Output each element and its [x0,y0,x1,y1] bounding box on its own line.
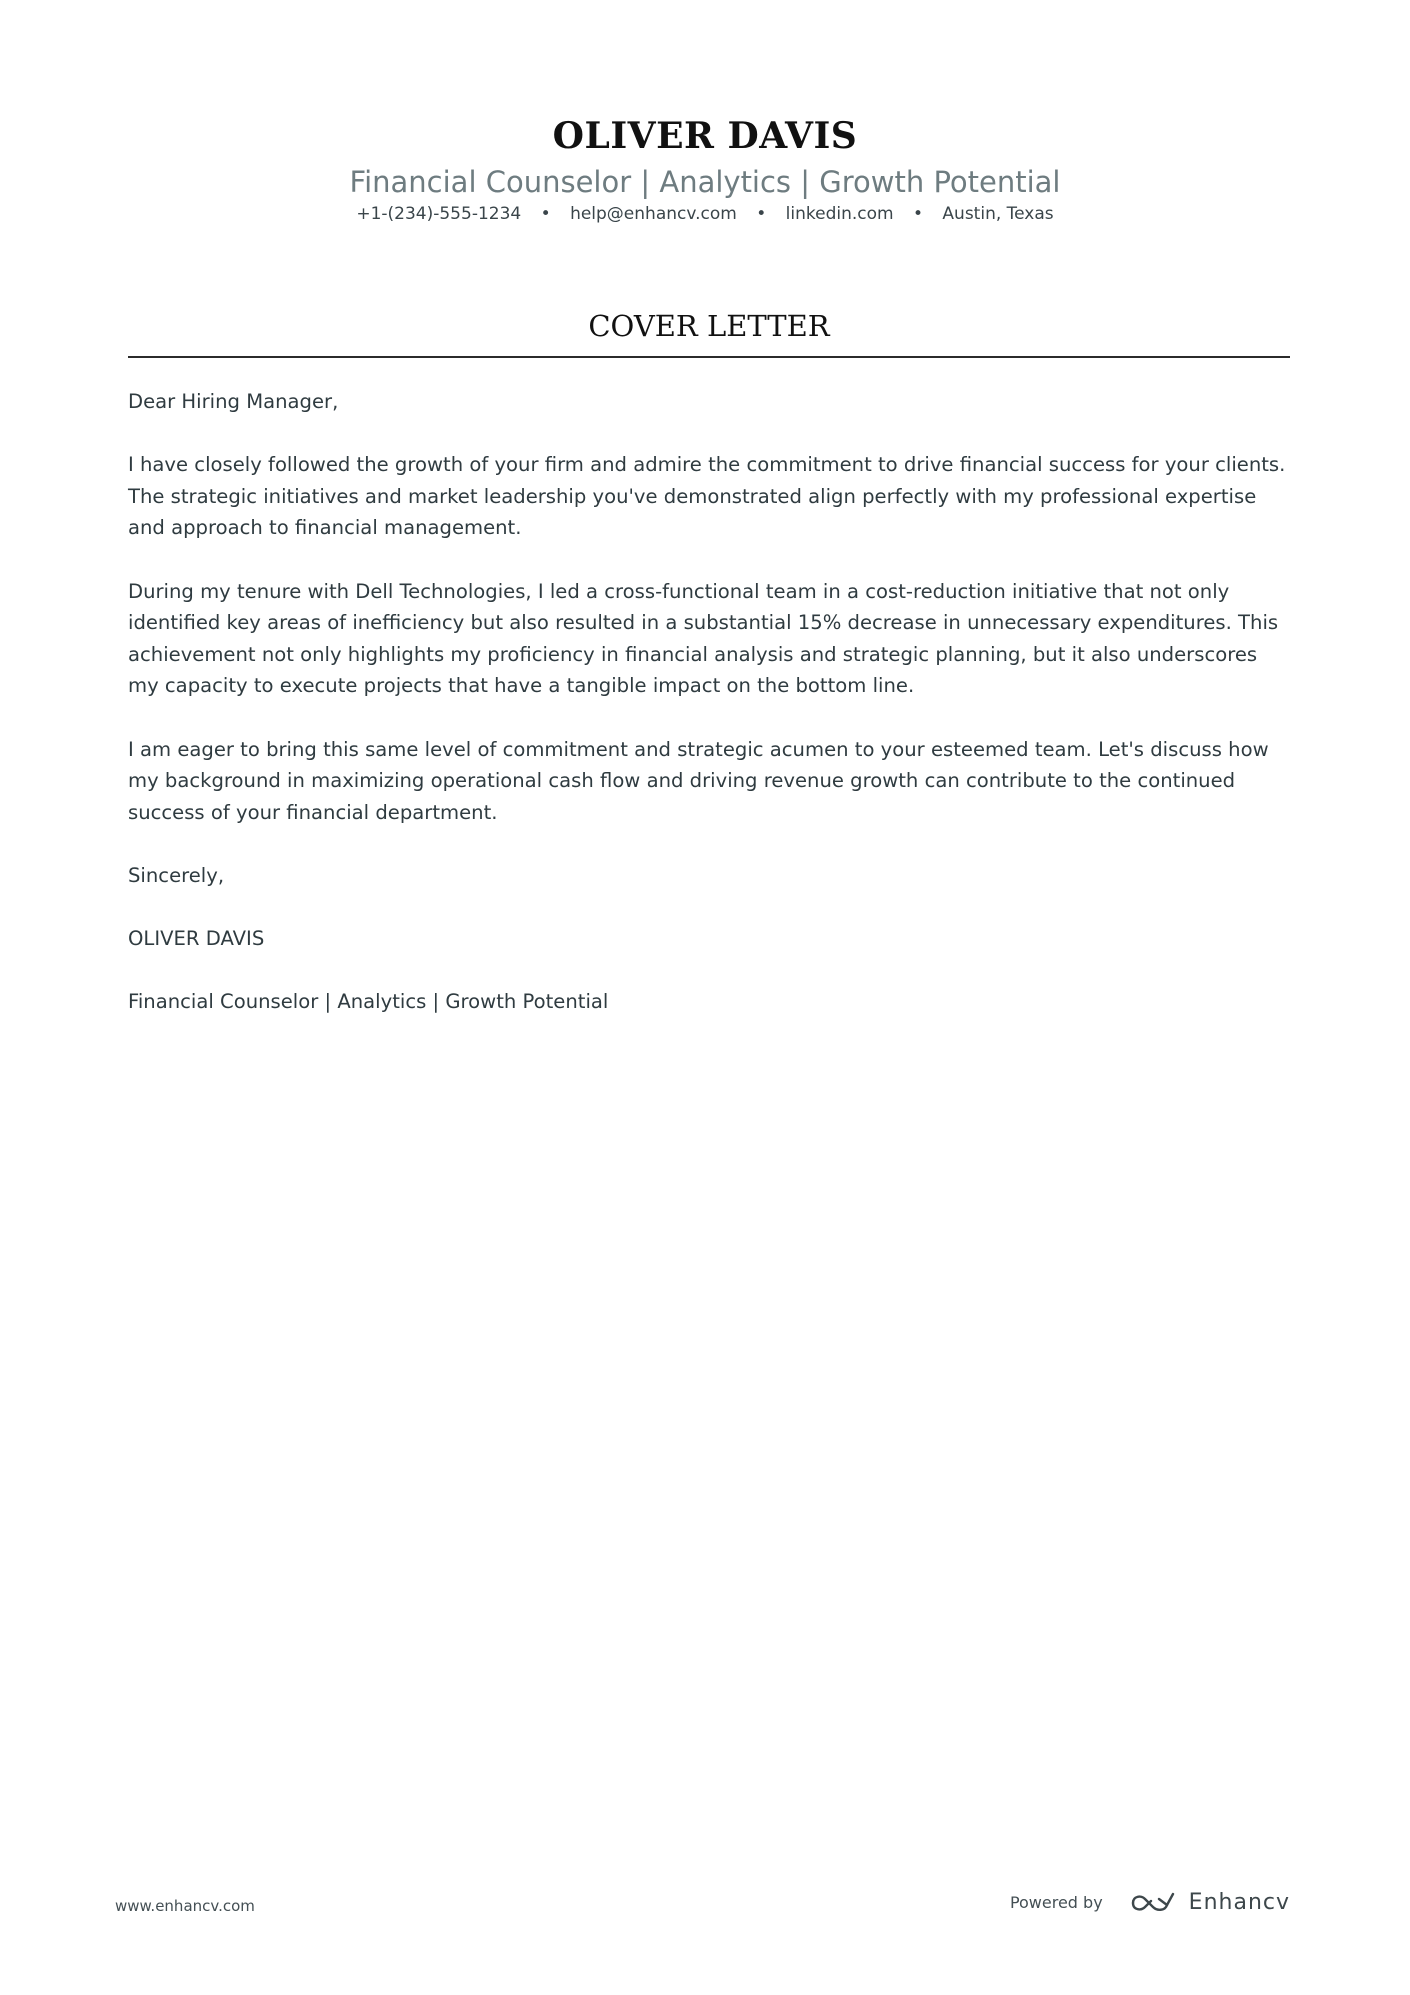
contact-email[interactable]: help@enhancv.com [570,204,737,224]
letter-paragraph: During my tenure with Dell Technologies, I led a cross-functional team in a cost-reduction initiative that not only identified key areas of inefficiency but also resulted in a substantial 15% decrease in unnecessary expenditures. This achievement not only highlights my proficiency in financial analysis and strategic planning, but it also underscores my capacity to execute projects that have a tangible impact on the bottom line. [128,579,1279,698]
applicant-subtitle: Financial Counselor | Analytics | Growth Potential [349,165,1061,199]
powered-by-label: Powered by [1009,1893,1103,1912]
contact-line [0,202,1410,226]
contact-separator: • [912,204,924,224]
section-divider [128,356,1290,358]
contact-linkedin[interactable]: linkedin.com [785,204,894,224]
letter-greeting: Dear Hiring Manager, [128,390,339,413]
contact-separator: • [756,204,767,224]
contact-phone: +1-(234)-555-1234 [356,204,522,224]
letter-paragraph: I have closely followed the growth of your firm and admire the commitment to drive financial success for your clients. The strategic initiatives and market leadership you've demonstrated align perfectly with my professional expertise and approach to financial management. [128,453,1286,540]
letter-paragraph: I am eager to bring this same level of commitment and strategic acumen to your esteemed team. Let's discuss how my background in maximizing operational cash flow and driving revenue growth can contribute to the continued success of your financial department. [128,737,1269,824]
enhancv-brand-name: Enhancv [1188,1890,1290,1915]
letter-body [128,386,1290,1049]
contact-separator: • [540,204,551,224]
enhancv-logo-icon [1129,1891,1177,1915]
contact-location: Austin, Texas [942,204,1054,224]
letter-closing: Sincerely, [128,863,225,887]
footer-branding [1010,1890,1290,1916]
section-title: COVER LETTER [588,309,830,343]
header [0,112,1410,226]
footer-website[interactable]: www.enhancv.com [115,1897,255,1915]
applicant-name: OLIVER DAVIS [552,115,858,157]
signature-title: Financial Counselor | Analytics | Growth Potential [128,990,609,1014]
signature-name: OLIVER DAVIS [128,927,265,951]
